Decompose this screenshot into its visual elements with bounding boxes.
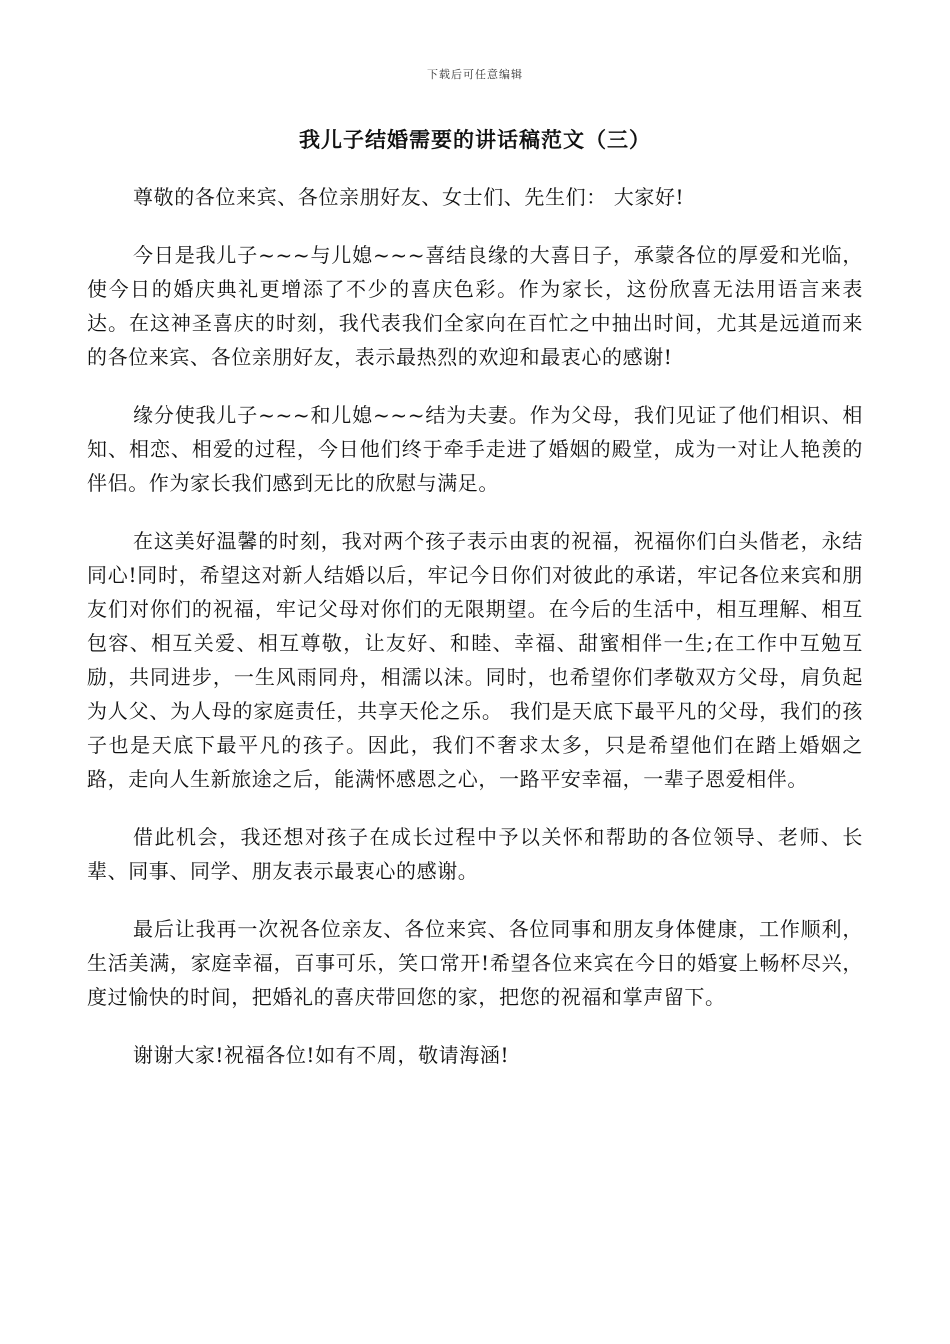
paragraph-thanks: 借此机会，我还想对孩子在成长过程中予以关怀和帮助的各位领导、老师、长辈、同事、同学、朋友表示最衷心的感谢。: [87, 825, 863, 883]
paragraph-blessing: 在这美好温馨的时刻，我对两个孩子表示由衷的祝福，祝福你们白头偕老，永结同心!同时，希望这对新人结婚以后，牢记今日你们对彼此的承诺，牢记各位来宾和朋友们对你们的祝福，牢记父母对你们的无限期望。在今后的生活中，相互理解、相互包容、相互关爱、相互尊敬，让友好、和睦、幸福、甜蜜相伴一生;在工作中互勉互励，共同进步，一生风雨同舟，相濡以沫。同时，也希望你们孝敬双方父母，肩负起为人父、为人母的家庭责任，共享天伦之乐。 我们是天底下最平凡的父母，我们的孩子也是天底下最平凡的孩子。因此，我们不奢求太多，只是希望他们在踏上婚姻之路，走向人生新旅途之后，能满怀感恩之心，一路平安幸福，一辈子恩爱相伴。: [87, 529, 863, 791]
document-title: 我儿子结婚需要的讲话稿范文（三）: [299, 127, 651, 152]
header-note: 下载后可任意编辑: [427, 68, 523, 81]
paragraph-welcome: 今日是我儿子~~~与儿媳~~~喜结良缘的大喜日子，承蒙各位的厚爱和光临，使今日的婚庆典礼更增添了不少的喜庆色彩。作为家长，这份欣喜无法用语言来表达。在这神圣喜庆的时刻，我代表我们全家向在百忙之中抽出时间，尤其是远道而来的各位来宾、各位亲朋好友，表示最热烈的欢迎和最衷心的感谢!: [87, 243, 863, 369]
paragraph-wishes: 最后让我再一次祝各位亲友、各位来宾、各位同事和朋友身体健康，工作顺利，生活美满，家庭幸福，百事可乐，笑口常开!希望各位来宾在今日的婚宴上畅杯尽兴，度过愉快的时间，把婚礼的喜庆带回您的家，把您的祝福和掌声留下。: [87, 917, 863, 1009]
document-body: [87, 180, 863, 1096]
paragraph-closing: 谢谢大家!祝福各位!如有不周，敬请海涵!: [133, 1043, 510, 1067]
paragraph-fate: 缘分使我儿子~~~和儿媳~~~结为夫妻。作为父母，我们见证了他们相识、相知、相恋、相爱的过程，今日他们终于牵手走进了婚姻的殿堂，成为一对让人艳羡的伴侣。作为家长我们感到无比的欣慰与满足。: [87, 403, 863, 495]
paragraph-greeting: 尊敬的各位来宾、各位亲朋好友、女士们、先生们： 大家好!: [133, 185, 685, 209]
